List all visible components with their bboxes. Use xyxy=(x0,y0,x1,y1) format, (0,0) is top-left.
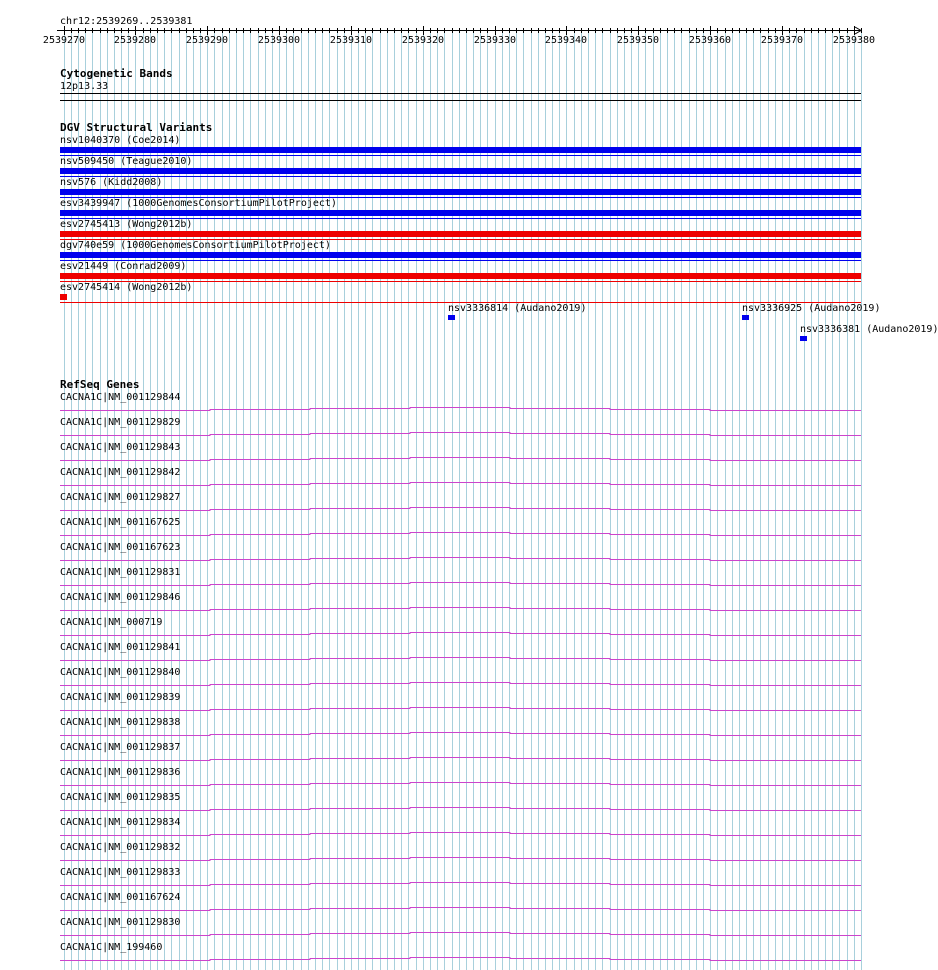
refseq-gene-label[interactable]: CACNA1C|NM_001129836 xyxy=(60,767,181,778)
dgv-small-variant-label[interactable]: nsv3336381 (Audano2019) xyxy=(800,324,938,335)
refseq-intron-line xyxy=(60,708,861,711)
refseq-gene-label[interactable]: CACNA1C|NM_001129834 xyxy=(60,817,181,828)
refseq-intron-line xyxy=(60,833,861,836)
refseq-gene-model[interactable] xyxy=(0,873,890,893)
refseq-gene-model[interactable] xyxy=(0,798,890,818)
refseq-gene-model[interactable] xyxy=(0,523,890,543)
refseq-gene-label[interactable]: CACNA1C|NM_001129843 xyxy=(60,442,181,453)
refseq-intron-line xyxy=(60,608,861,611)
dgv-variant-label[interactable]: esv2745413 (Wong2012b) xyxy=(60,219,193,230)
refseq-intron-line xyxy=(60,683,861,686)
refseq-gene-label[interactable]: CACNA1C|NM_001167624 xyxy=(60,892,181,903)
dgv-variant-bar[interactable] xyxy=(60,231,861,237)
refseq-gene-model[interactable] xyxy=(0,398,890,418)
refseq-gene-model[interactable] xyxy=(0,673,890,693)
dgv-variant-label[interactable]: esv21449 (Conrad2009) xyxy=(60,261,187,272)
refseq-gene-model[interactable] xyxy=(0,948,890,968)
dgv-variant-bar[interactable] xyxy=(60,294,67,300)
cytoband-top-rule xyxy=(60,93,861,94)
ruler-tick-label: 2539370 xyxy=(760,35,804,46)
refseq-intron-line xyxy=(60,483,861,486)
refseq-gene-model[interactable] xyxy=(0,748,890,768)
cytoband-label[interactable]: 12p13.33 xyxy=(60,81,109,92)
refseq-intron-line xyxy=(60,408,861,411)
refseq-gene-model[interactable] xyxy=(0,448,890,468)
dgv-variant-bar[interactable] xyxy=(60,210,861,216)
refseq-intron-line xyxy=(60,883,861,886)
ruler-tick-label: 2539380 xyxy=(832,35,876,46)
refseq-gene-label[interactable]: CACNA1C|NM_001129841 xyxy=(60,642,181,653)
refseq-intron-line xyxy=(60,508,861,511)
cytoband-track-title: Cytogenetic Bands xyxy=(60,67,173,80)
refseq-intron-line xyxy=(60,783,861,786)
ruler-tick-label: 2539350 xyxy=(616,35,660,46)
dgv-variant-label[interactable]: nsv1040370 (Coe2014) xyxy=(60,135,181,146)
refseq-gene-model[interactable] xyxy=(0,423,890,443)
dgv-variant-bar[interactable] xyxy=(60,189,861,195)
refseq-gene-label[interactable]: CACNA1C|NM_001129840 xyxy=(60,667,181,678)
ruler-tick-label: 2539360 xyxy=(688,35,732,46)
refseq-gene-label[interactable]: CACNA1C|NM_001129832 xyxy=(60,842,181,853)
refseq-intron-line xyxy=(60,558,861,561)
refseq-intron-line xyxy=(60,658,861,661)
refseq-gene-label[interactable]: CACNA1C|NM_001129835 xyxy=(60,792,181,803)
refseq-gene-model[interactable] xyxy=(0,498,890,518)
refseq-gene-model[interactable] xyxy=(0,723,890,743)
refseq-gene-label[interactable]: CACNA1C|NM_001167623 xyxy=(60,542,181,553)
refseq-gene-label[interactable]: CACNA1C|NM_001129839 xyxy=(60,692,181,703)
refseq-gene-label[interactable]: CACNA1C|NM_001129830 xyxy=(60,917,181,928)
refseq-gene-label[interactable]: CACNA1C|NM_001129838 xyxy=(60,717,181,728)
refseq-gene-label[interactable]: CACNA1C|NM_001129844 xyxy=(60,392,181,403)
refseq-gene-label[interactable]: CACNA1C|NM_001129827 xyxy=(60,492,181,503)
refseq-gene-label[interactable]: CACNA1C|NM_199460 xyxy=(60,942,163,953)
refseq-gene-model[interactable] xyxy=(0,623,890,643)
refseq-intron-line xyxy=(60,758,861,761)
ruler-tick-label: 2539270 xyxy=(42,35,86,46)
refseq-intron-line xyxy=(60,908,861,911)
dgv-small-variant-mark[interactable] xyxy=(800,336,807,341)
dgv-small-variant-label[interactable]: nsv3336814 (Audano2019) xyxy=(448,303,587,314)
refseq-intron-line xyxy=(60,433,861,436)
ruler-tick-label: 2539290 xyxy=(185,35,229,46)
ruler-tick-label: 2539330 xyxy=(473,35,517,46)
refseq-gene-label[interactable]: CACNA1C|NM_001167625 xyxy=(60,517,181,528)
refseq-gene-model[interactable] xyxy=(0,823,890,843)
dgv-variant-label[interactable]: esv2745414 (Wong2012b) xyxy=(60,282,193,293)
dgv-variant-bar[interactable] xyxy=(60,273,861,279)
refseq-track-title: RefSeq Genes xyxy=(60,378,140,391)
dgv-track-title: DGV Structural Variants xyxy=(60,121,213,134)
refseq-gene-model[interactable] xyxy=(0,923,890,943)
region-label: chr12:2539269..2539381 xyxy=(60,16,193,27)
refseq-gene-model[interactable] xyxy=(0,773,890,793)
dgv-small-variant-mark[interactable] xyxy=(742,315,749,320)
refseq-gene-model[interactable] xyxy=(0,473,890,493)
dgv-row-rule xyxy=(60,176,861,177)
ruler-tick-label: 2539320 xyxy=(401,35,445,46)
refseq-intron-line xyxy=(60,733,861,736)
refseq-gene-model[interactable] xyxy=(0,648,890,668)
dgv-small-variant-mark[interactable] xyxy=(448,315,455,320)
dgv-small-variant-label[interactable]: nsv3336925 (Audano2019) xyxy=(742,303,881,314)
dgv-variant-label[interactable]: esv3439947 (1000GenomesConsortiumPilotProject) xyxy=(60,198,337,209)
refseq-gene-label[interactable]: CACNA1C|NM_001129833 xyxy=(60,867,181,878)
refseq-gene-label[interactable]: CACNA1C|NM_001129842 xyxy=(60,467,181,478)
ruler-tick-label: 2539280 xyxy=(113,35,157,46)
refseq-intron-line xyxy=(60,533,861,536)
ruler-tick-label: 2539310 xyxy=(329,35,373,46)
refseq-intron-line xyxy=(60,633,861,636)
refseq-gene-label[interactable]: CACNA1C|NM_001129831 xyxy=(60,567,181,578)
refseq-gene-label[interactable]: CACNA1C|NM_001129846 xyxy=(60,592,181,603)
refseq-gene-model[interactable] xyxy=(0,548,890,568)
refseq-gene-model[interactable] xyxy=(0,598,890,618)
ruler-tick-label: 2539300 xyxy=(257,35,301,46)
refseq-intron-line xyxy=(60,808,861,811)
refseq-gene-label[interactable]: CACNA1C|NM_000719 xyxy=(60,617,163,628)
dgv-variant-bar[interactable] xyxy=(60,147,861,153)
refseq-gene-model[interactable] xyxy=(0,698,890,718)
ruler-tick-label: 2539340 xyxy=(544,35,588,46)
cytoband-bottom-rule xyxy=(60,100,861,101)
dgv-variant-bar[interactable] xyxy=(60,252,861,258)
refseq-intron-line xyxy=(60,583,861,586)
dgv-variant-label[interactable]: dgv740e59 (1000GenomesConsortiumPilotProject) xyxy=(60,240,331,251)
refseq-gene-model[interactable] xyxy=(0,898,890,918)
refseq-gene-label[interactable]: CACNA1C|NM_001129837 xyxy=(60,742,181,753)
dgv-variant-label[interactable]: nsv576 (Kidd2008) xyxy=(60,177,163,188)
refseq-gene-model[interactable] xyxy=(0,848,890,868)
refseq-intron-line xyxy=(60,458,861,461)
dgv-variant-label[interactable]: nsv509450 (Teague2010) xyxy=(60,156,193,167)
refseq-intron-line xyxy=(60,858,861,861)
dgv-variant-bar[interactable] xyxy=(60,168,861,174)
refseq-intron-line xyxy=(60,958,861,961)
refseq-intron-line xyxy=(60,933,861,936)
refseq-gene-label[interactable]: CACNA1C|NM_001129829 xyxy=(60,417,181,428)
refseq-gene-model[interactable] xyxy=(0,573,890,593)
